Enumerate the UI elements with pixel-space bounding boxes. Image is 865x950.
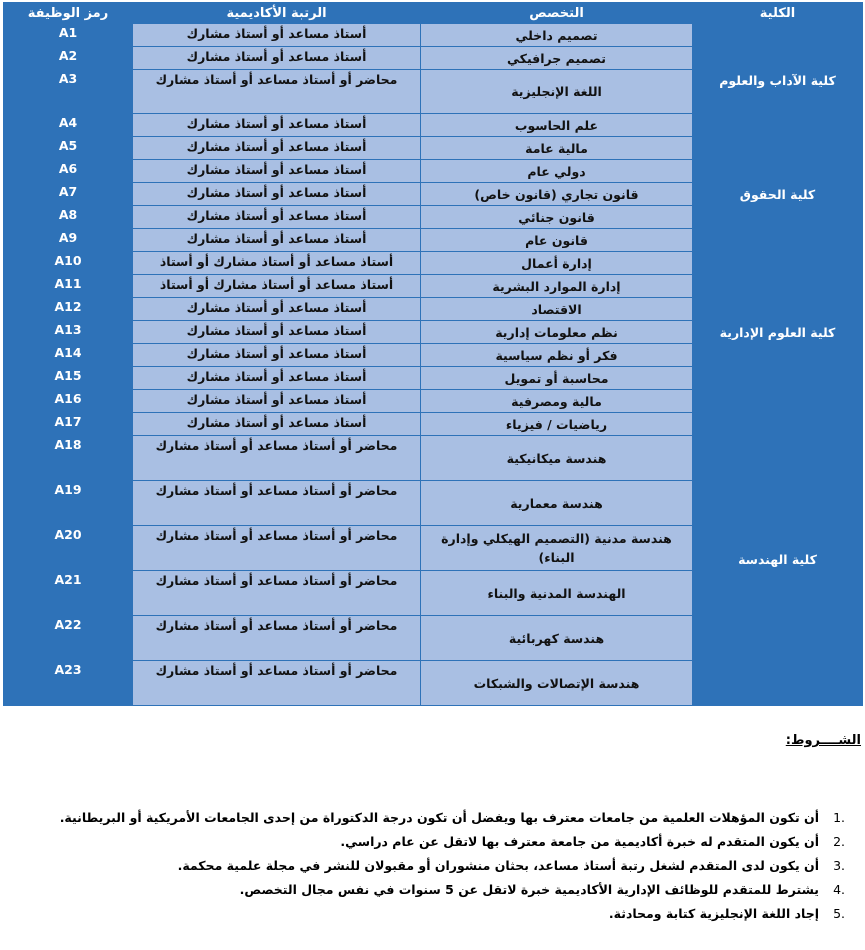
- specialization-cell: رياضيات / فيزياء: [421, 413, 693, 436]
- rank-cell: أستاذ مساعد أو أستاذ مشارك: [133, 413, 421, 436]
- job-code-cell: A19: [4, 481, 133, 526]
- condition-item: [45, 806, 845, 830]
- specialization-cell: نظم معلومات إدارية: [421, 321, 693, 344]
- specialization-cell: علم الحاسوب: [421, 114, 693, 137]
- specialization-cell: الاقتصاد: [421, 298, 693, 321]
- job-code-cell: A5: [4, 137, 133, 160]
- condition-text: أن يكون لدى المتقدم لشغل رتبة أستاذ مساعد، بحثان منشوران أو مقبولان للنشر في مجلة علمية محكمة.: [177, 858, 819, 873]
- rank-cell: أستاذ مساعد أو أستاذ مشارك: [133, 344, 421, 367]
- rank-cell: أستاذ مساعد أو أستاذ مشارك: [133, 390, 421, 413]
- header-specialization: التخصص: [421, 3, 693, 24]
- job-code-cell: A7: [4, 183, 133, 206]
- rank-cell: محاضر أو أستاذ مساعد أو أستاذ مشارك: [133, 481, 421, 526]
- job-code-cell: A3: [4, 70, 133, 114]
- job-code-cell: A8: [4, 206, 133, 229]
- table-row: [4, 252, 863, 275]
- college-cell: كلية الهندسة: [693, 413, 863, 706]
- specialization-cell: قانون عام: [421, 229, 693, 252]
- specialization-cell: إدارة أعمال: [421, 252, 693, 275]
- college-cell: كلية الحقوق: [693, 137, 863, 252]
- rank-cell: أستاذ مساعد أو أستاذ مشارك: [133, 24, 421, 47]
- condition-number: .1: [833, 810, 845, 825]
- rank-cell: أستاذ مساعد أو أستاذ مشارك: [133, 160, 421, 183]
- specialization-cell: مالية ومصرفية: [421, 390, 693, 413]
- specialization-cell: هندسة كهربائية: [421, 616, 693, 661]
- specialization-cell: هندسة الإتصالات والشبكات: [421, 661, 693, 706]
- job-code-cell: A1: [4, 24, 133, 47]
- rank-cell: أستاذ مساعد أو أستاذ مشارك: [133, 321, 421, 344]
- specialization-cell: هندسة ميكانيكية: [421, 436, 693, 481]
- condition-number: .3: [833, 858, 845, 873]
- rank-cell: محاضر أو أستاذ مساعد أو أستاذ مشارك: [133, 616, 421, 661]
- college-cell: كلية الآداب والعلوم: [693, 24, 863, 137]
- rank-cell: أستاذ مساعد أو أستاذ مشارك: [133, 367, 421, 390]
- condition-text: أن تكون المؤهلات العلمية من جامعات معترف بها ويفضل أن تكون درجة الدكتوراة من إحدى الجامعات الأمريكية أو البريطانية.: [59, 810, 819, 825]
- header-college: الكلية: [693, 3, 863, 24]
- job-code-cell: A15: [4, 367, 133, 390]
- specialization-cell: فكر أو نظم سياسية: [421, 344, 693, 367]
- job-code-cell: A20: [4, 526, 133, 571]
- rank-cell: محاضر أو أستاذ مساعد أو أستاذ مشارك: [133, 571, 421, 616]
- job-code-cell: A4: [4, 114, 133, 137]
- specialization-cell: محاسبة أو تمويل: [421, 367, 693, 390]
- table-row: [4, 413, 863, 436]
- specialization-cell: قانون جنائي: [421, 206, 693, 229]
- specialization-cell: تصميم داخلي: [421, 24, 693, 47]
- specialization-cell: اللغة الإنجليزية: [421, 70, 693, 114]
- rank-cell: أستاذ مساعد أو أستاذ مشارك أو أستاذ: [133, 275, 421, 298]
- rank-cell: أستاذ مساعد أو أستاذ مشارك أو أستاذ: [133, 252, 421, 275]
- condition-item: [45, 830, 845, 854]
- specialization-cell: هندسة معمارية: [421, 481, 693, 526]
- condition-text: أن يكون المتقدم له خبرة أكاديمية من جامعة معترف بها لاتقل عن عام دراسي.: [340, 834, 819, 849]
- conditions-title: الشــــروط:: [785, 733, 861, 748]
- rank-cell: محاضر أو أستاذ مساعد أو أستاذ مشارك: [133, 436, 421, 481]
- job-code-cell: A9: [4, 229, 133, 252]
- condition-number: .5: [833, 906, 845, 921]
- job-code-cell: A6: [4, 160, 133, 183]
- condition-item: [45, 878, 845, 902]
- condition-item: [45, 854, 845, 878]
- job-code-cell: A10: [4, 252, 133, 275]
- specialization-cell: هندسة مدنية (التصميم الهيكلي وإدارة البناء): [421, 526, 693, 571]
- job-code-cell: A11: [4, 275, 133, 298]
- jobs-table-body: [4, 24, 863, 706]
- rank-cell: أستاذ مساعد أو أستاذ مشارك: [133, 137, 421, 160]
- specialization-cell: إدارة الموارد البشرية: [421, 275, 693, 298]
- job-code-cell: A14: [4, 344, 133, 367]
- job-code-cell: A13: [4, 321, 133, 344]
- rank-cell: محاضر أو أستاذ مساعد أو أستاذ مشارك: [133, 661, 421, 706]
- rank-cell: أستاذ مساعد أو أستاذ مشارك: [133, 229, 421, 252]
- job-code-cell: A21: [4, 571, 133, 616]
- rank-cell: أستاذ مساعد أو أستاذ مشارك: [133, 183, 421, 206]
- header-code: رمز الوظيفة: [4, 3, 133, 24]
- specialization-cell: دولي عام: [421, 160, 693, 183]
- job-code-cell: A18: [4, 436, 133, 481]
- condition-text: إجاد اللغة الإنجليزية كتابة ومحادثة.: [608, 906, 819, 921]
- rank-cell: محاضر أو أستاذ مساعد أو أستاذ مشارك: [133, 526, 421, 571]
- table-header-row: [4, 3, 863, 24]
- rank-cell: أستاذ مساعد أو أستاذ مشارك: [133, 298, 421, 321]
- job-code-cell: A16: [4, 390, 133, 413]
- rank-cell: أستاذ مساعد أو أستاذ مشارك: [133, 206, 421, 229]
- specialization-cell: تصميم جرافيكي: [421, 47, 693, 70]
- rank-cell: محاضر أو أستاذ مساعد أو أستاذ مشارك: [133, 70, 421, 114]
- job-code-cell: A17: [4, 413, 133, 436]
- specialization-cell: الهندسة المدنية والبناء: [421, 571, 693, 616]
- rank-cell: أستاذ مساعد أو أستاذ مشارك: [133, 114, 421, 137]
- specialization-cell: قانون تجاري (قانون خاص): [421, 183, 693, 206]
- rank-cell: أستاذ مساعد أو أستاذ مشارك: [133, 47, 421, 70]
- job-code-cell: A12: [4, 298, 133, 321]
- job-code-cell: A22: [4, 616, 133, 661]
- condition-number: .2: [833, 834, 845, 849]
- condition-number: .4: [833, 882, 845, 897]
- condition-item: [45, 902, 845, 926]
- college-cell: كلية العلوم الإدارية: [693, 252, 863, 413]
- table-row: [4, 137, 863, 160]
- table-row: [4, 24, 863, 47]
- job-code-cell: A23: [4, 661, 133, 706]
- jobs-table: [3, 2, 863, 706]
- job-code-cell: A2: [4, 47, 133, 70]
- condition-text: يشترط للمتقدم للوظائف الإدارية الأكاديمية خبرة لاتقل عن 5 سنوات في نفس مجال التخصص.: [239, 882, 819, 897]
- specialization-cell: مالية عامة: [421, 137, 693, 160]
- header-rank: الرتبة الأكاديمية: [133, 3, 421, 24]
- conditions-list: [45, 806, 845, 926]
